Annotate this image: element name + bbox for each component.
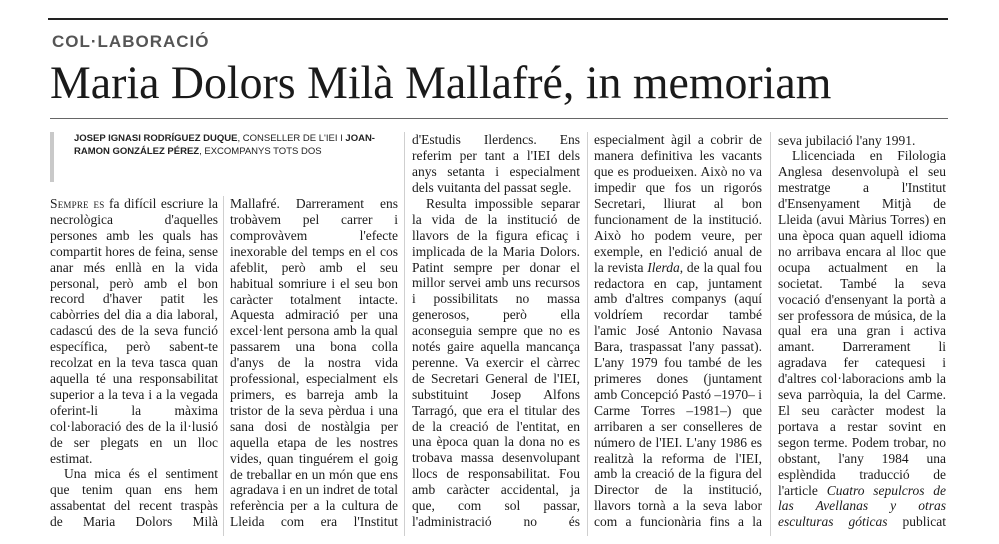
article-column-1 xyxy=(50,196,218,530)
article-title: Cuatro sepulcros de las Avellanas y otras esculturas góticas xyxy=(778,482,946,530)
byline xyxy=(50,132,394,182)
column-divider xyxy=(223,196,224,536)
section-label: COL·LABORACIÓ xyxy=(52,32,210,51)
top-rule xyxy=(48,18,948,20)
article-column-5 xyxy=(778,132,946,530)
paragraph-4: Llicenciada en Filologia Anglesa desenvolupà el seu mestratge a l'Institut d'Ensenyament Mitjà de Lleida (avui Màrius Torres) en una època quan aquell idioma no arribava encara al lloc que ocupa actualment en la societat. També la seva vocació d'ensenyant la portà a ser professora de música, de la qual era una gran i activa amant. Darrerament li agradava fer catequesi i d'altres col·laboracions amb la seva parròquia, la del Carme. El seu caràcter modest la portava a restar sovint en segon terme. Podem trobar, no obstant, l'any 1984 una esplèndida traducció de l'article Cuatro sepulcros de las Avellanas y otras esculturas góticas publicat xyxy=(778,148,946,530)
article-body xyxy=(50,196,218,530)
paragraph-2: d'Estudis Ilerdencs. Ens referim per tant a l'IEI dels anys setanta i especialment dels vuitanta del passat segle. xyxy=(412,132,580,195)
paragraph-3: seva jubilació l'any 1991. xyxy=(778,132,916,148)
paragraph-3: especialment àgil a cobrir de manera definitiva les vacants que es produeixen. Això no va impedir que fos un rigorós Secretari, lliurat al bon funcionament de la institució. Això ho podem veure, per exemple, en l'edició anual de la revista Ilerda, de la qual fou redactora en cap, juntament amb d'altres companys (aquí voldríem recordar també l'amic José Antonio Navasa Bara, traspassat l'any passat). L'any 1979 fou també de les primeres dones (juntament amb Concepció Pastó –1970– i Carme Torres –1981–) que arribaren a ser conselleres de número de l'IEI. L'any 1986 es realitzà la reforma de l'IEI, amb la creació de la figura del Director de la institució, llavors tornà a la seva labor com a funcionària fins a la xyxy=(594,132,762,530)
article-column-3 xyxy=(412,132,580,530)
article-body xyxy=(778,132,946,530)
page-title: Maria Dolors Milà Mallafré, in memoriam xyxy=(50,57,832,109)
paragraph-2: Mallafré. Darrerament ens trobàvem pel carrer i comprovàvem l'efecte inexorable del temps en el cos afeblit, però amb el seu habitual somriure i el seu bon caràcter totalment intacte. Aquesta admiració per una excel·lent persona amb la qual passarem una bona colla d'anys de la nostra vida professional, especialment els primers, es barreja amb la tristor de la seva pèrdua i una sana dosi de nostàlgia per aquella etapa de les nostres vides, quan tinguérem el goig de treballar en un món que ens agradava i en un indret de total referència per a la cultura de Lleida com era l'Institut xyxy=(230,196,398,530)
article-body xyxy=(230,196,398,530)
byline-role-1: , CONSELLER DE L'IEI I xyxy=(237,133,346,144)
paragraph-2: Una mica és el sentiment que tenim quan ens hem assabentat del recent traspàs de Maria Dolors Milà xyxy=(50,466,218,530)
column-divider xyxy=(587,132,588,536)
lead-in: Sempre es xyxy=(50,196,105,211)
byline-author-2: JOAN-RAMON GONZÁLEZ PÉREZ xyxy=(74,133,375,157)
column-divider xyxy=(404,132,405,536)
article-body xyxy=(412,132,580,530)
article-column-4 xyxy=(594,132,762,530)
paragraph-3: Resulta impossible separar la vida de la institució de llavors de la figura eficaç i implicada de la Maria Dolors. Patint sempre per donar el millor servei amb uns recursos i possibilitats no massa generosos, però ella aconseguia sempre que no es notés gaire aquella mancança perenne. Va exercir el càrrec de Secretari General de l'IEI, substituint Josep Alfons Tarragó, que era el titular des de la creació de l'entitat, en una època quan la dona no es trobava massa desenvolupant llocs de responsabilitat. Fou amb caràcter accidental, ja que, com sol passar, l'administració no és xyxy=(412,195,580,530)
byline-role-2: , EXCOMPANYS TOTS DOS xyxy=(199,146,322,157)
paragraph-1: Sempre es fa difícil escriure la necrològica d'aquelles persones amb les quals has compartit hores de feina, sense anar més enllà en la vida personal, però amb el bon record d'haver patit les cabòrries del dia a dia laboral, cadascú des de la seva funció específica, però sabent-te recolzat en la teva tasca quan aquella té una responsabilitat superior a la teva i a la vegada oferint-li la màxima col·laboració des de la il·lusió de ser plegats en un lloc estimat. xyxy=(50,196,218,466)
headline-rule xyxy=(50,118,948,119)
column-divider xyxy=(770,132,771,536)
article-body xyxy=(594,132,762,530)
journal-title: Ilerda xyxy=(647,259,680,275)
byline-author-1: JOSEP IGNASI RODRÍGUEZ DUQUE xyxy=(74,133,238,144)
article-column-2 xyxy=(230,196,398,530)
